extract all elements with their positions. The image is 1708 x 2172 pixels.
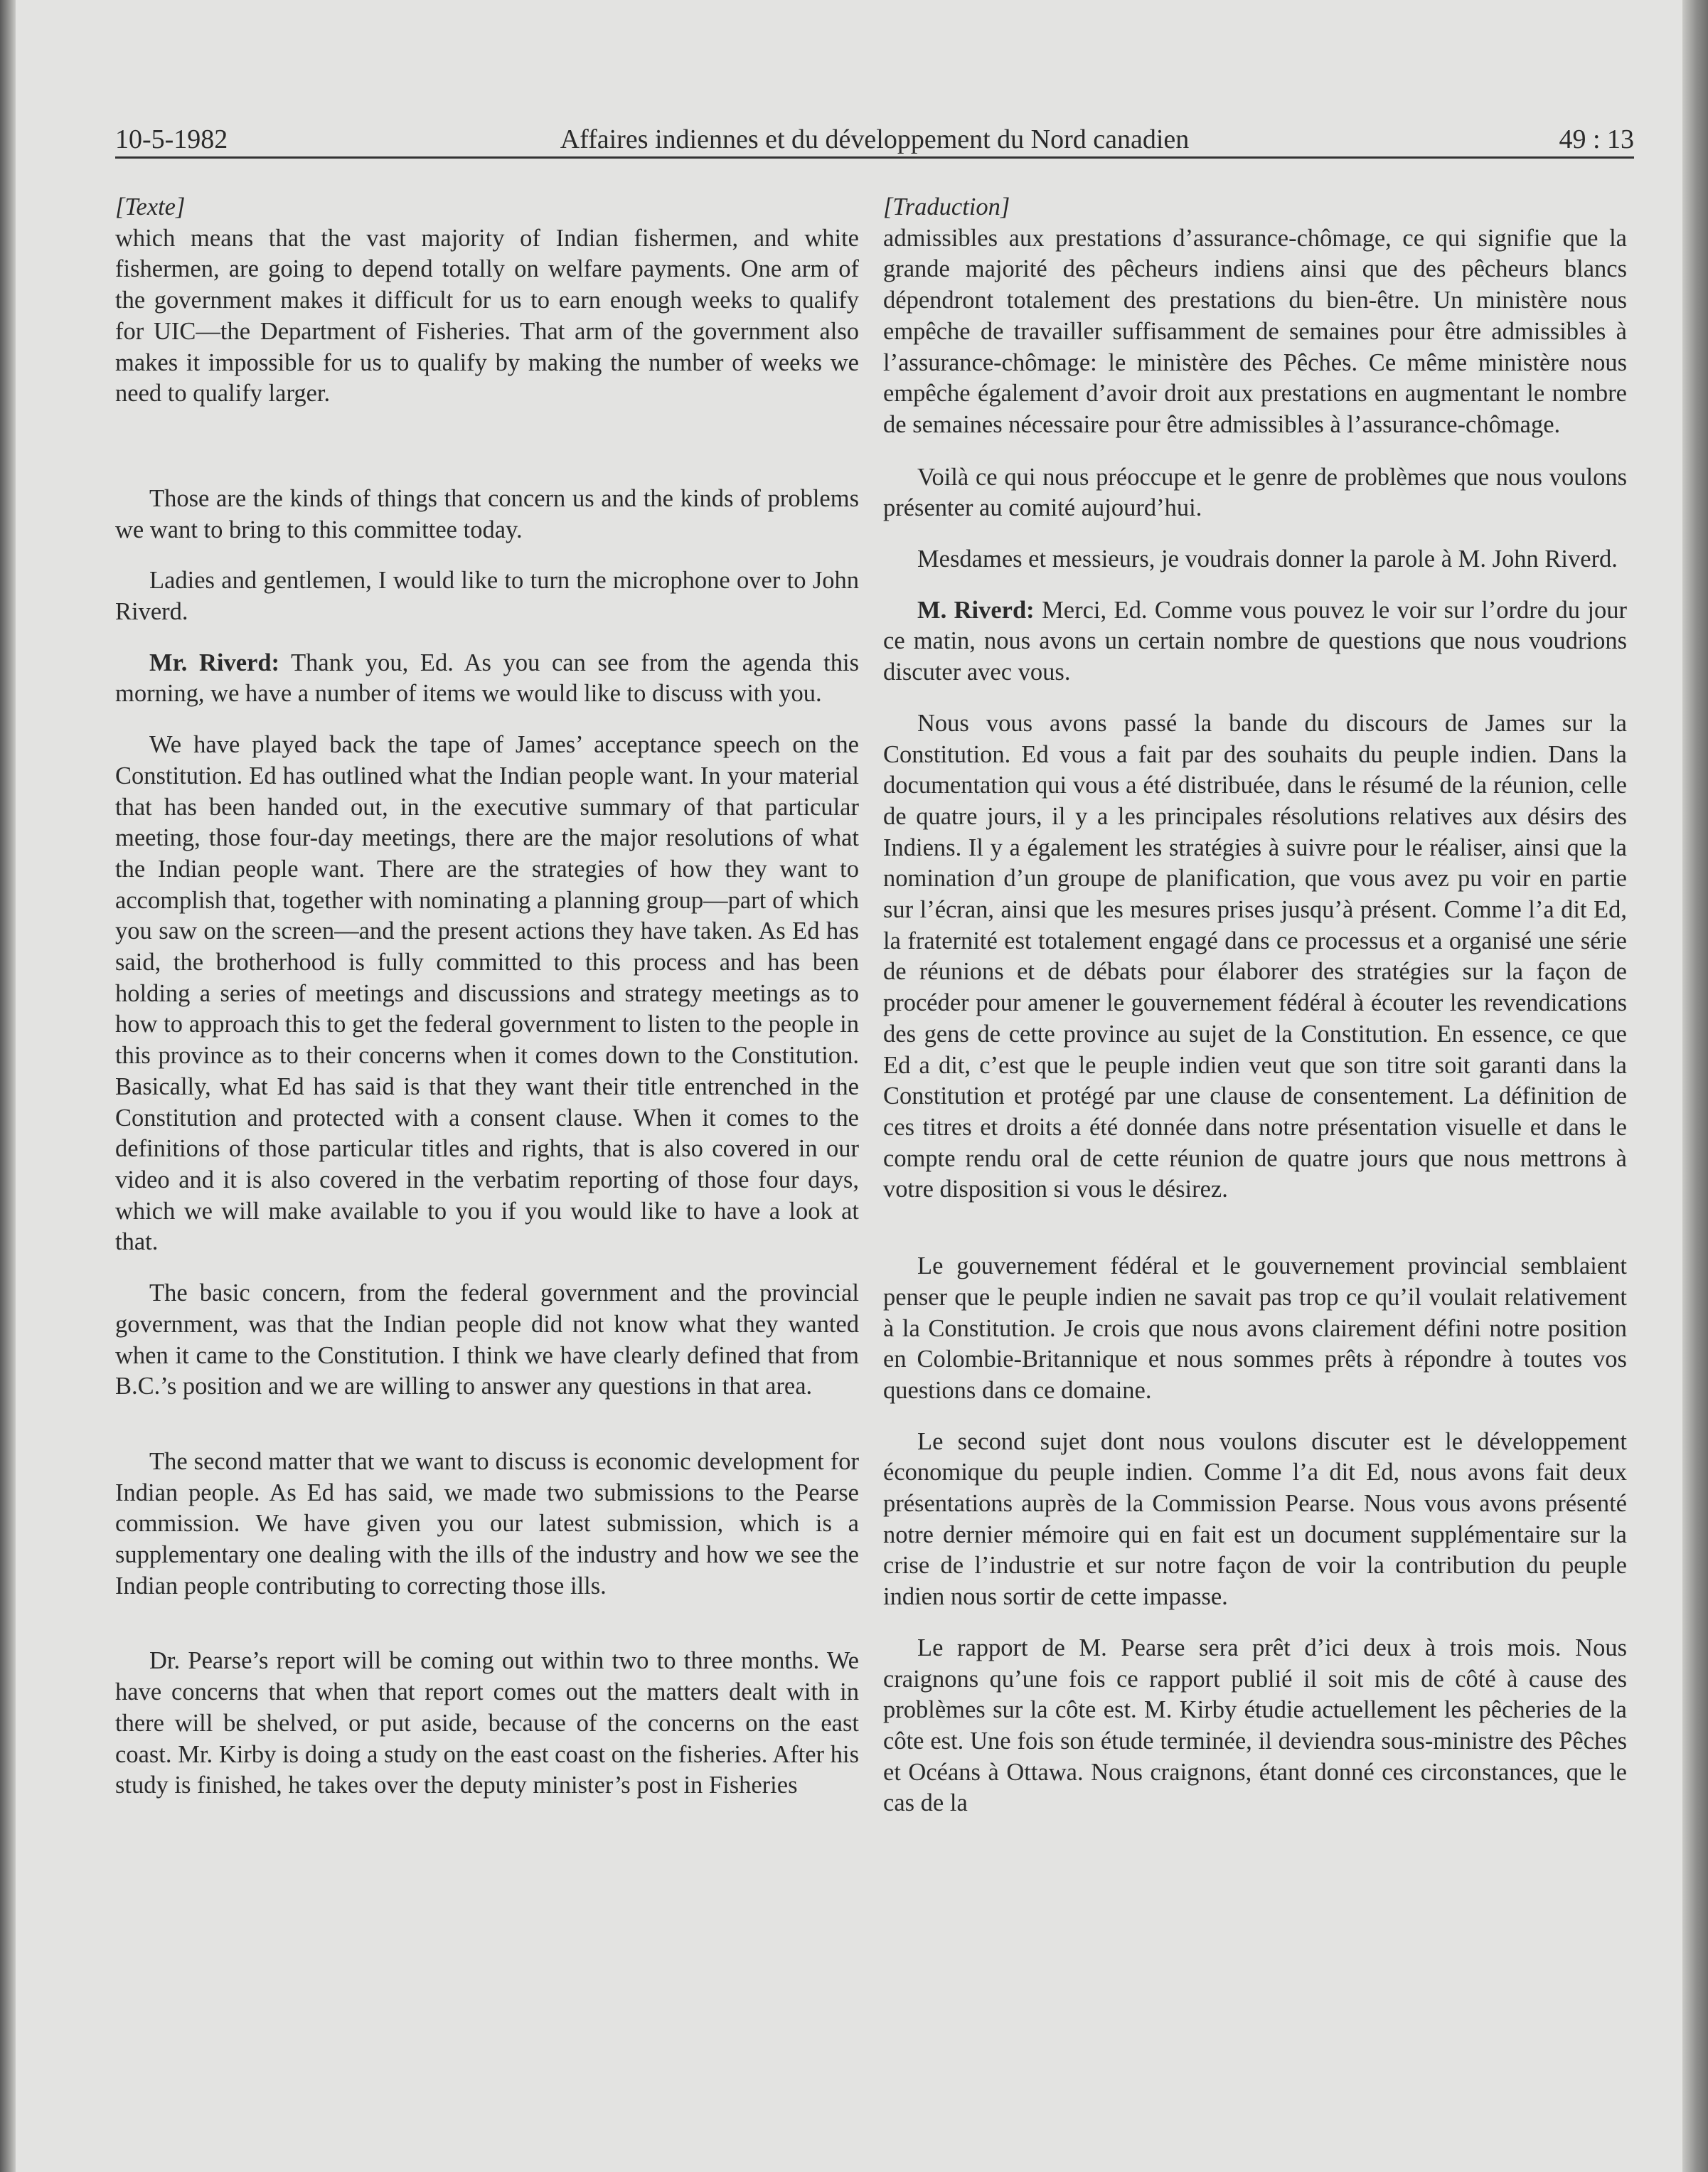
paragraph: Le rapport de M. Pearse sera prêt d’ici deux à trois mois. Nous craignons qu’une fois ce rapport publié il soit mis de côté à cause des problèmes sur la côte est. M. Kirby étudie actuellement les pêcheries de la côte est. Une fois son étude terminée, il deviendra sous-ministre des Pêches et Océans à Ottawa. Nous craignons, étant donné ces circonstances, que le cas de la <box>883 1634 1627 1817</box>
header-page-number: 49 : 13 <box>1559 124 1634 154</box>
column-label: [Texte] <box>115 193 186 220</box>
paragraph: which means that the vast majority of Indian fishermen, and white fishermen, are going to depend totally on welfare payments. One arm of the government makes it difficult for us to earn enough weeks to qualify for UIC—the Department of Fisheries. That arm of the government also makes it impossible for us to qualify by making the number of weeks we need to qualify larger. <box>115 224 859 408</box>
speaker-name: M. Riverd: <box>917 596 1035 624</box>
scan-edge-right <box>1682 0 1708 2172</box>
header-title: Affaires indiennes et du développement du Nord canadien <box>560 124 1190 154</box>
paragraph <box>115 648 859 710</box>
paragraph: Nous vous avons passé la bande du discours de James sur la Constitution. Ed vous a fait par des souhaits du peuple indien. Dans la documentation qui vous a été distribuée, dans le résumé de la réunion, celle de quatre jours, il y a les principales résolutions relatives aux désirs des Indiens. Il y a également les stratégies à suivre pour le réaliser, ainsi que la nomination d’un groupe de planification, que vous avez pu voir en partie sur l’écran, ainsi que les mesures prises jusqu’à présent. Comme l’a dit Ed, la fraternité est totalement engagé dans ce processus et a organisé une série de réunions et de débats pour élaborer des stratégies sur la façon de procéder pour amener le gouvernement fédéral à écouter les revendications des gens de cette province au sujet de la Constitution. En essence, ce que Ed a dit, c’est que le peuple indien veut que son titre soit garanti dans la Constitution et protégé par une clause de consentement. La définition de ces titres et droits a été donnée dans notre présentation visuelle et dans le compte rendu oral de cette réunion de quatre jours que nous mettrons à votre disposition si vous le désirez. <box>883 709 1627 1203</box>
document-page <box>16 0 1682 2172</box>
paragraph: The basic concern, from the federal government and the provincial government, was that the Indian people did not know what they wanted when it came to the Constitution. I think we have clearly defined that from B.C.’s position and we are willing to answer any questions in that area. <box>115 1279 859 1400</box>
speaker-name: Mr. Riverd: <box>149 649 280 676</box>
paragraph: The second matter that we want to discuss is economic development for Indian people. As Ed has said, we made two submissions to the Pearse commission. We have given you our latest submission, which is a supplementary one dealing with the ills of the industry and how we see the Indian people contributing to correcting those ills. <box>115 1447 859 1599</box>
speaker-text: Merci, Ed. Comme vous pouvez le voir sur l’ordre du jour ce matin, nous avons un certain nombre de questions que nous voudrions discuter avec vous. <box>883 596 1627 686</box>
paragraph: We have played back the tape of James’ acceptance speech on the Constitution. Ed has outlined what the Indian people want. In your material that has been handed out, in the executive summary of that particular meeting, those four-day meetings, there are the major resolutions of what the Indian people want. There are the strategies of how they want to accomplish that, together with nominating a planning group—part of which you saw on the screen—and the present actions they have taken. As Ed has said, the brotherhood is fully committed to this process and has been holding a series of meetings and discussions and strategy meetings as to how to approach this to get the federal government to listen to the people in this province as to their concerns when it comes down to the Constitution. Basically, what Ed has said is that they want their title entrenched in the Constitution and protected with a consent clause. When it comes to the definitions of those particular titles and rights, that is also covered in our video and it is also covered in the verbatim reporting of those four days, which we will make available to you if you would like to have a look at that. <box>115 731 859 1256</box>
header-date: 10-5-1982 <box>115 124 228 154</box>
right-column-french <box>883 192 1627 1819</box>
paragraph: admissibles aux prestations d’assurance-chômage, ce qui signifie que la grande majorité des pêcheurs indiens ainsi que des pêcheurs blancs dépendront totalement des prestations du bien-être. Un ministère nous empêche de travailler suffisamment de semaines pour être admissibles à l’assurance-chômage: le ministère des Pêches. Ce même ministère nous empêche également d’avoir droit aux prestations en augmentant le nombre de semaines nécessaire pour être admissibles à l’assurance-chômage. <box>883 224 1627 438</box>
paragraph: Ladies and gentlemen, I would like to turn the microphone over to John Riverd. <box>115 567 859 626</box>
left-column-english <box>115 192 859 1801</box>
paragraph: Le gouvernement fédéral et le gouvernement provincial semblaient penser que le peuple indien ne savait pas trop ce qu’il voulait relativement à la Constitution. Je crois que nous avons clairement défini notre position en Colombie-Britannique et nous sommes prêts à répondre à toutes vos questions dans ce domaine. <box>883 1252 1627 1404</box>
paragraph: Le second sujet dont nous voulons discuter est le développement économique du peuple indien. Comme l’a dit Ed, nous avons fait deux présentations auprès de la Commission Pearse. Nous vous avons présenté notre dernier mémoire qui en fait est un document supplémentaire sur la crise de l’industrie et sur notre façon de voir la contribution du peuple indien nous sortir de cette impasse. <box>883 1427 1627 1611</box>
paragraph: Mesdames et messieurs, je voudrais donner la parole à M. John Riverd. <box>917 545 1618 573</box>
speaker-text: Thank you, Ed. As you can see from the agenda this morning, we have a number of items we would like to discuss with you. <box>115 649 859 708</box>
column-label: [Traduction] <box>883 193 1010 220</box>
running-header <box>115 119 1634 159</box>
paragraph: Dr. Pearse’s report will be coming out within two to three months. We have concerns that when that report comes out the matters dealt with in there will be shelved, or put aside, because of the concerns on the east coast. Mr. Kirby is doing a study on the east coast on the fisheries. After his study is finished, he takes over the deputy minister’s post in Fisheries <box>115 1647 859 1799</box>
paragraph: Voilà ce qui nous préoccupe et le genre de problèmes que nous voulons présenter au comité aujourd’hui. <box>883 463 1627 522</box>
paragraph <box>883 595 1627 688</box>
paragraph: Those are the kinds of things that concern us and the kinds of problems we want to bring to this committee today. <box>115 484 859 543</box>
scan-edge-left <box>0 0 16 2172</box>
